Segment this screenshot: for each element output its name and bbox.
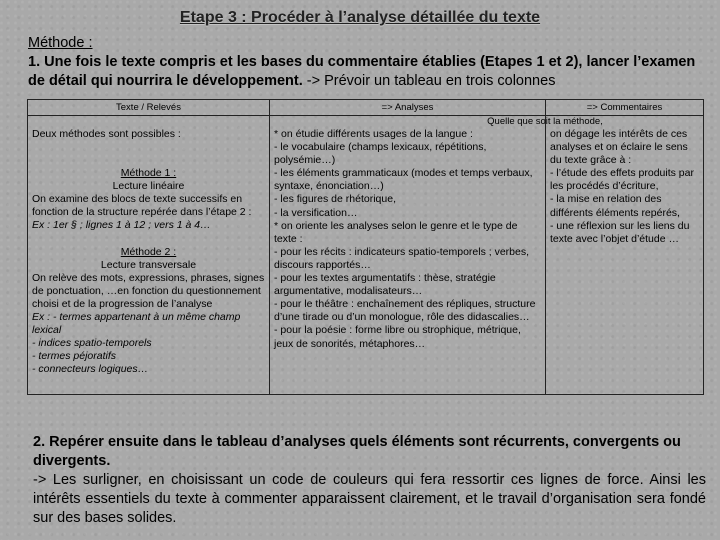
analyses-line: - pour les récits : indicateurs spatio-temporels ; verbes, discours rapportés… bbox=[274, 245, 530, 271]
method2-example-line: - indices spatio-temporels bbox=[32, 337, 152, 350]
method1-text: On examine des blocs de texte successifs en fonction de la structure repérée dans l’étape 2 : bbox=[32, 193, 252, 219]
commentaires-line: - une réflexion sur les liens du texte avec l’objet d’étude … bbox=[550, 219, 690, 245]
analyses-line: - les figures de rhétorique, bbox=[274, 193, 396, 206]
analyses-line: * on oriente les analyses selon le genre et le type de texte : bbox=[274, 219, 518, 245]
methode-note: -> Prévoir un tableau en trois colonnes bbox=[302, 73, 556, 89]
analyses-line: - pour la poésie : forme libre ou strophique, métrique, jeux de sonorités, métaphores… bbox=[274, 324, 521, 350]
analyses-line: * on étudie différents usages de la langue : bbox=[274, 128, 473, 140]
page-title: Etape 3 : Procéder à l’analyse détaillée du texte bbox=[179, 9, 541, 26]
commentaires-line: on dégage les intérêts de ces analyses et on éclaire le sens du texte grâce à : bbox=[550, 128, 688, 167]
commentaires-cell bbox=[550, 128, 699, 246]
methode-label: Méthode : bbox=[28, 35, 93, 51]
method1-title: Méthode 1 : bbox=[120, 167, 177, 180]
analyses-line: - la versification… bbox=[274, 206, 358, 219]
analyses-line: - pour le théâtre : enchaînement des répliques, structure d’une tirade ou d’un monologue, rôle des didascalies… bbox=[274, 298, 536, 324]
method2-example-line: Ex : - termes appartenant à un même champ lexical bbox=[32, 311, 241, 337]
method2-title: Méthode 2 : bbox=[120, 245, 177, 258]
intro-text: Deux méthodes sont possibles : bbox=[32, 128, 181, 140]
column-commentaires bbox=[546, 100, 703, 394]
method2-text: On relève des mots, expressions, phrases, signes de ponctuation, …en fonction du questionnement choisi et de la progression de l’analyse bbox=[32, 271, 265, 310]
header-commentaires: => Commentaires bbox=[546, 100, 703, 116]
analyses-line: - les éléments grammaticaux (modes et temps verbaux, syntaxe, énonciation…) bbox=[274, 167, 533, 193]
column-analyses bbox=[270, 100, 603, 394]
method2-example-line: - connecteurs logiques… bbox=[32, 363, 149, 376]
step2-text: -> Les surligner, en choisissant un code de couleurs qui fera ressortir ces lignes de force. Ainsi les intérêts essentiels du texte à commenter apparaissent clairement, et le travail d’organisation sera fondé sur des bases solides. bbox=[33, 472, 706, 526]
step2-bold-text: 2. Repérer ensuite dans le tableau d’analyses quels éléments sont récurrents, convergents ou divergents. bbox=[33, 434, 681, 469]
commentaires-line: - l’étude des effets produits par les procédés d’écriture, bbox=[550, 167, 694, 193]
header-analyses: => Analyses bbox=[270, 100, 545, 116]
method1-subtitle: Lecture linéaire bbox=[112, 180, 185, 193]
releves-cell bbox=[32, 128, 265, 377]
method2-example-line: - termes péjoratifs bbox=[32, 350, 117, 363]
methode-block bbox=[28, 34, 708, 91]
commentaires-line: - la mise en relation des différents éléments repérés, bbox=[550, 193, 680, 219]
methode-bold-text: 1. Une fois le texte compris et les bases du commentaire établies (Etapes 1 et 2), lancer l’examen de détail qui nourrira le développement. bbox=[28, 54, 696, 89]
method2-subtitle: Lecture transversale bbox=[100, 258, 197, 271]
analyses-line: - pour les textes argumentatifs : thèse, stratégie argumentative, modalisateurs… bbox=[274, 272, 496, 298]
step2-block bbox=[33, 433, 706, 528]
header-releves: Texte / Relevés bbox=[28, 100, 269, 116]
method1-example: Ex : 1er § ; lignes 1 à 12 ; vers 1 à 4… bbox=[32, 219, 211, 232]
analyses-cell bbox=[274, 128, 541, 351]
top-note: Quelle que soit la méthode, bbox=[487, 116, 603, 127]
column-releves bbox=[28, 100, 270, 394]
analysis-table bbox=[27, 99, 704, 395]
analyses-line: - le vocabulaire (champs lexicaux, répétitions, polysémie…) bbox=[274, 141, 487, 167]
